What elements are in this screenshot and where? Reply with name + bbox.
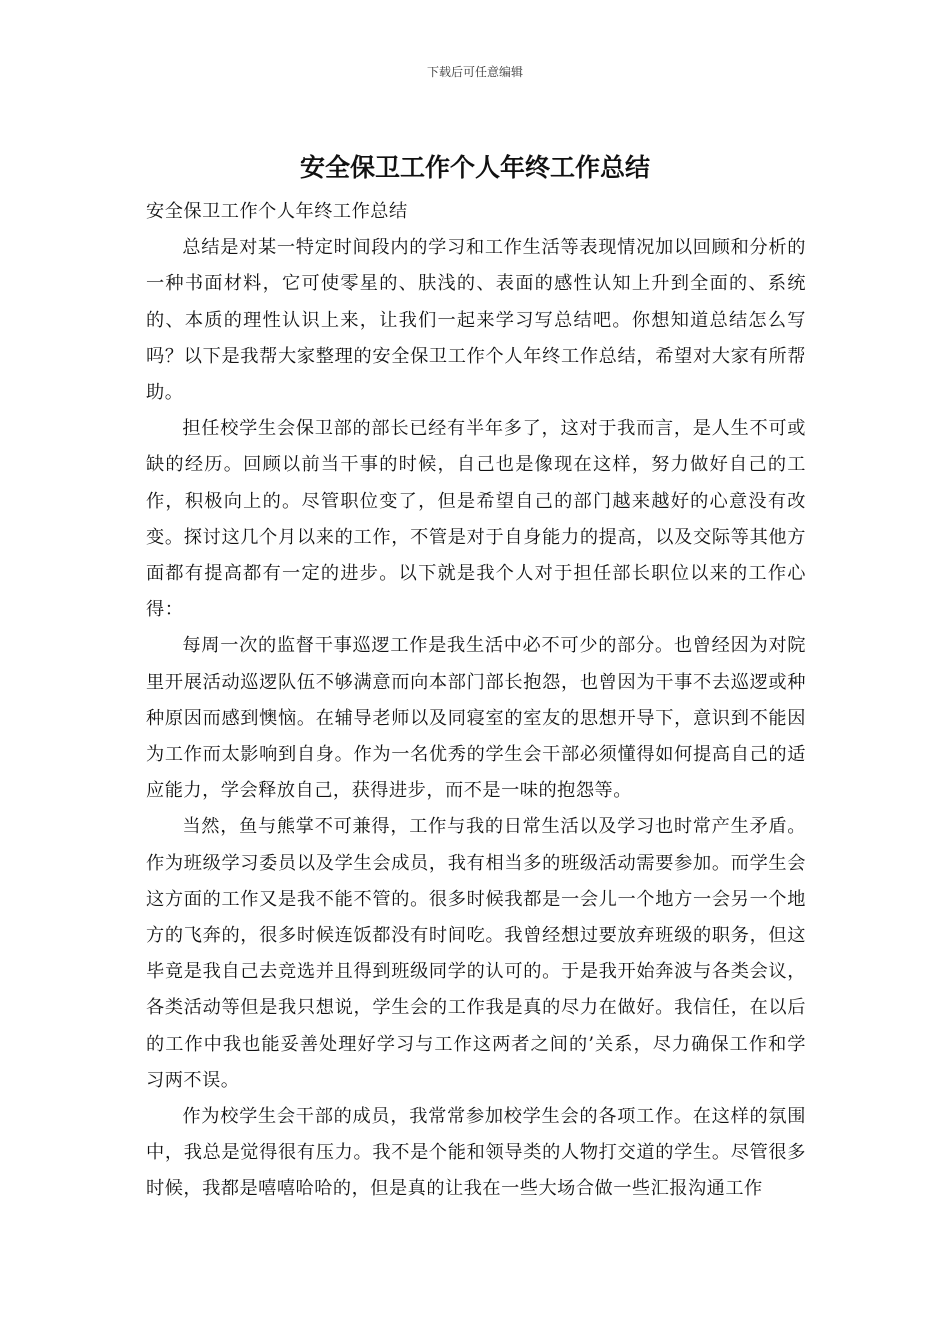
paragraph-2: 担任校学生会保卫部的部长已经有半年多了，这对于我而言，是人生不可或缺的经历。回顾以前当干事的时候，自己也是像现在这样，努力做好自己的工作，积极向上的。尽管职位变了，但是希望自己的部门越来越好的心意没有改变。探讨这几个月以来的工作，不管是对于自身能力的提高，以及交际等其他方面都有提高都有一定的进步。以下就是我个人对于担任部长职位以来的工作心得：	[146, 418, 806, 621]
document-title: 安全保卫工作个人年终工作总结	[299, 153, 650, 182]
document-body	[146, 194, 806, 1208]
paragraph-3: 每周一次的监督干事巡逻工作是我生活中必不可少的部分。也曾经因为对院里开展活动巡逻队伍不够满意而向本部门部长抱怨，也曾因为干事不去巡逻或种种原因而感到懊恼。在辅导老师以及同寝室的室友的思想开导下，意识到不能因为工作而太影响到自身。作为一名优秀的学生会干部必须懂得如何提高自己的适应能力，学会释放自己，获得进步，而不是一味的抱怨等。	[146, 635, 806, 802]
header-note: 下载后可任意编辑	[426, 65, 523, 79]
document-subtitle: 安全保卫工作个人年终工作总结	[146, 201, 408, 222]
paragraph-5: 作为校学生会干部的成员，我常常参加校学生会的各项工作。在这样的氛围中，我总是觉得很有压力。我不是个能和领导类的人物打交道的学生。尽管很多时候，我都是嘻嘻哈哈的，但是真的让我在一些大场合做一些汇报沟通工作	[146, 1106, 806, 1200]
paragraph-4: 当然，鱼与熊掌不可兼得，工作与我的日常生活以及学习也时常产生矛盾。作为班级学习委员以及学生会成员，我有相当多的班级活动需要参加。而学生会这方面的工作又是我不能不管的。很多时候我都是一会儿一个地方一会另一个地方的飞奔的，很多时候连饭都没有时间吃。我曾经想过要放弃班级的职务，但这毕竟是我自己去竞选并且得到班级同学的认可的。于是我开始奔波与各类会议，各类活动等但是我只想说，学生会的工作我是真的尽力在做好。我信任，在以后的工作中我也能妥善处理好学习与工作这两者之间的’关系，尽力确保工作和学习两不误。	[146, 816, 806, 1091]
paragraph-1: 总结是对某一特定时间段内的学习和工作生活等表现情况加以回顾和分析的一种书面材料，它可使零星的、肤浅的、表面的感性认知上升到全面的、系统的、本质的理性认识上来，让我们一起来学习写总结吧。你想知道总结怎么写吗？以下是我帮大家整理的安全保卫工作个人年终工作总结，希望对大家有所帮助。	[146, 237, 806, 404]
